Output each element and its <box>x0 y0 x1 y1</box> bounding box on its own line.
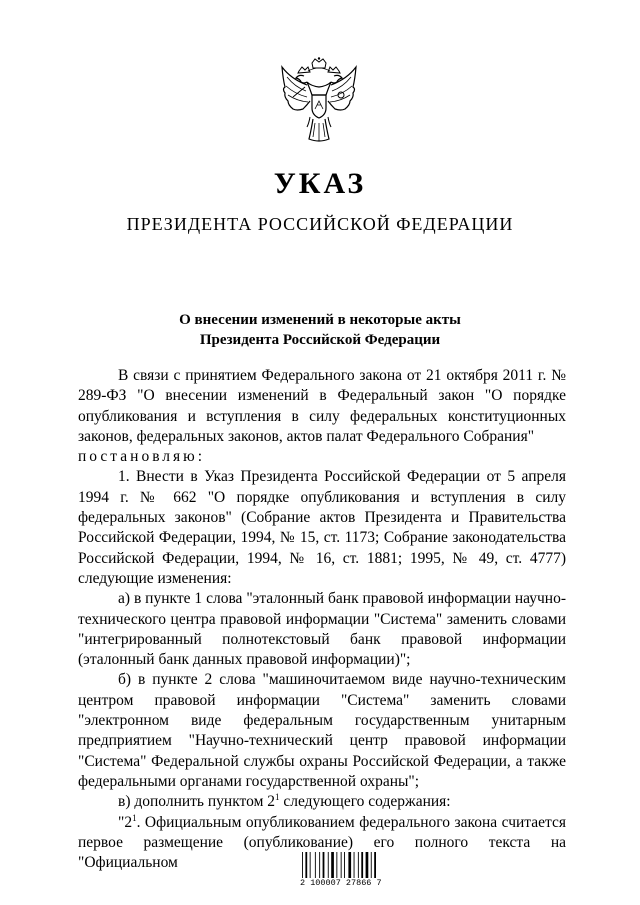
decree-title: УКАЗ <box>273 167 367 200</box>
clause-1-paragraph: 1. Внести в Указ Президента Российской Федерации от 5 апреля 1994 г. № 662 "О порядке опубликования и вступления в силу федеральных законов" (Собрание актов Президента и Правительства Российской Федерации, 1994, № 15, ст. 1173; Собрание законодательства Российской Федерации, 1994, № 16, ст. 1881; 1995, № 49, ст. 4777) следующие изменения: <box>78 468 566 587</box>
preamble-paragraph: В связи с принятием Федерального закона от 21 октября 2011 г. № 289-ФЗ "О внесении изменений в Федеральный закон "О порядке опубликования и вступления в силу федеральных конституционных законов, федеральных законов, актов палат Федерального Собрания" <box>78 367 566 445</box>
decree-body <box>78 366 566 873</box>
subclause-c-paragraph <box>78 792 566 812</box>
new-clause-text-end: . Официальным опубликованием федерального закона считается первое размещение (опубликование) его полного текста на "Официальном <box>78 813 566 872</box>
subject-line-2: Президента Российской Федерации <box>199 332 441 348</box>
subclause-b-paragraph: б) в пункте 2 слова "машиночитаемом виде научно-техническим центром правовой информации "Система" заменить словами "электронном виде федеральным государственным унитарным предприятием "Научно-технический центр правовой информации "Система" Федеральной службы охраны Российской Федерации, а также федеральными органами государственной охраны"; <box>78 671 566 790</box>
subject-line-1: О внесении изменений в некоторые акты <box>179 312 461 328</box>
subclause-c-superscript: 1 <box>275 792 280 803</box>
decree-issuer: ПРЕЗИДЕНТА РОССИЙСКОЙ ФЕДЕРАЦИИ <box>126 214 514 234</box>
barcode <box>300 848 380 898</box>
subclause-c-text-end: следующего содержания: <box>279 793 451 811</box>
subclause-c-text: в) дополнить пунктом 2 <box>118 793 275 811</box>
barcode-number: 2 100007 27866 7 <box>300 878 382 888</box>
barcode-bars <box>300 848 380 878</box>
subclause-a-paragraph: а) в пункте 1 слова "эталонный банк правовой информации научно-технического центра правовой информации "Система" заменить словами "интегрированный полнотекстовый банк правовой информации (эталонный банк данных правовой информации)"; <box>78 590 566 669</box>
decree-subject <box>0 310 640 350</box>
coat-of-arms-icon <box>279 57 359 147</box>
decree-word: постановляю: <box>78 448 206 466</box>
new-clause-superscript: 1 <box>132 812 137 823</box>
new-clause-text: "2 <box>118 813 133 831</box>
